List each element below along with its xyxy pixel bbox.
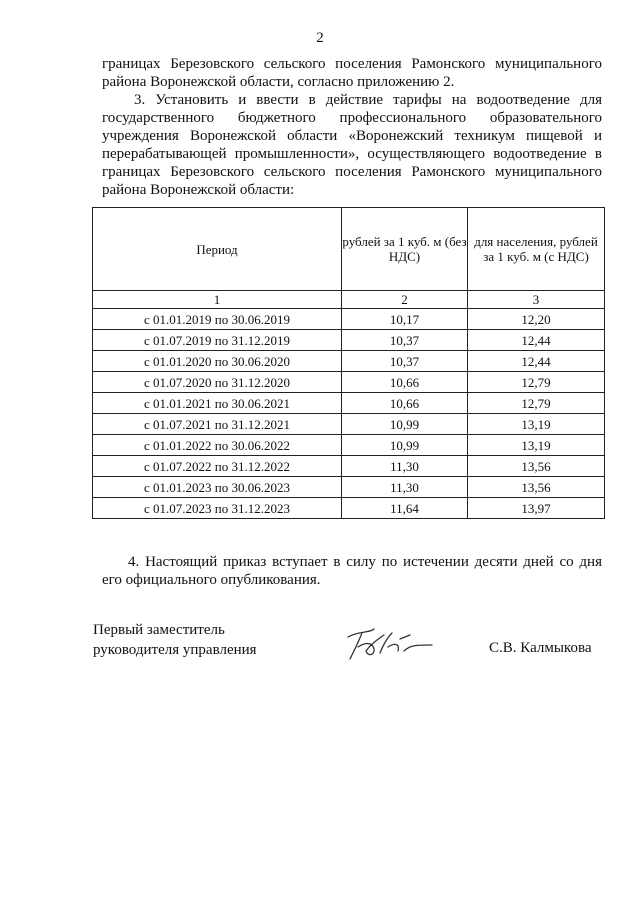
price-vat-cell: 13,56	[468, 477, 605, 498]
period-cell: с 01.01.2023 по 30.06.2023	[93, 477, 342, 498]
period-cell: с 01.01.2021 по 30.06.2021	[93, 393, 342, 414]
table-row	[93, 477, 605, 498]
price-no-vat-cell: 10,17	[342, 309, 468, 330]
price-vat-cell: 13,19	[468, 414, 605, 435]
table-row	[93, 435, 605, 456]
page-number: 2	[316, 30, 324, 46]
period-cell: с 01.01.2022 по 30.06.2022	[93, 435, 342, 456]
signatory-name: С.В. Калмыкова	[489, 640, 592, 656]
table-header-row	[93, 208, 605, 291]
period-cell: с 01.01.2019 по 30.06.2019	[93, 309, 342, 330]
price-vat-cell: 12,44	[468, 351, 605, 372]
price-vat-cell: 13,19	[468, 435, 605, 456]
table-row	[93, 393, 605, 414]
header-price-no-vat: рублей за 1 куб. м (без НДС)	[342, 208, 468, 291]
header-price-vat: для населения, рублей за 1 куб. м (с НДС)	[468, 208, 605, 291]
column-number-row	[93, 291, 605, 309]
price-no-vat-cell: 10,99	[342, 414, 468, 435]
column-number: 3	[468, 291, 605, 309]
period-cell: с 01.07.2022 по 31.12.2022	[93, 456, 342, 477]
price-no-vat-cell: 10,66	[342, 393, 468, 414]
price-no-vat-cell: 11,64	[342, 498, 468, 519]
price-vat-cell: 12,79	[468, 393, 605, 414]
paragraph-3: 3. Установить и ввести в действие тарифы на водоотведение для государственного бюджетного профессионального образовательного учреждения Воронежской области «Воронежский техникум пищевой и перерабатывающей промышленности», осуществляющего водоотведение в границах Березовского сельского поселения Рамонского муниципального района Воронежской области:	[102, 92, 602, 198]
column-number: 2	[342, 291, 468, 309]
paragraph-continuation: границах Березовского сельского поселения Рамонского муниципального района Воронежской области, согласно приложению 2.	[102, 56, 602, 90]
tariff-table	[92, 207, 605, 519]
price-no-vat-cell: 10,66	[342, 372, 468, 393]
price-vat-cell: 13,97	[468, 498, 605, 519]
paragraph-4: 4. Настоящий приказ вступает в силу по истечении десяти дней со дня его официального опубликования.	[102, 554, 602, 588]
price-vat-cell: 12,20	[468, 309, 605, 330]
period-cell: с 01.07.2023 по 31.12.2023	[93, 498, 342, 519]
period-cell: с 01.01.2020 по 30.06.2020	[93, 351, 342, 372]
signatory-title-line2: руководителя управления	[93, 642, 257, 658]
price-vat-cell: 13,56	[468, 456, 605, 477]
table-row	[93, 456, 605, 477]
price-vat-cell: 12,79	[468, 372, 605, 393]
table-row	[93, 351, 605, 372]
table-row	[93, 372, 605, 393]
period-cell: с 01.07.2020 по 31.12.2020	[93, 372, 342, 393]
table-row	[93, 309, 605, 330]
price-no-vat-cell: 10,99	[342, 435, 468, 456]
price-no-vat-cell: 11,30	[342, 477, 468, 498]
table-row	[93, 498, 605, 519]
table-row	[93, 330, 605, 351]
signatory-title	[93, 620, 257, 660]
period-cell: с 01.07.2021 по 31.12.2021	[93, 414, 342, 435]
signatory-title-line1: Первый заместитель	[93, 622, 225, 638]
period-cell: с 01.07.2019 по 31.12.2019	[93, 330, 342, 351]
table-row	[93, 414, 605, 435]
column-number: 1	[93, 291, 342, 309]
price-no-vat-cell: 10,37	[342, 351, 468, 372]
price-vat-cell: 12,44	[468, 330, 605, 351]
price-no-vat-cell: 10,37	[342, 330, 468, 351]
header-period: Период	[93, 208, 342, 291]
price-no-vat-cell: 11,30	[342, 456, 468, 477]
handwritten-signature	[344, 625, 434, 663]
